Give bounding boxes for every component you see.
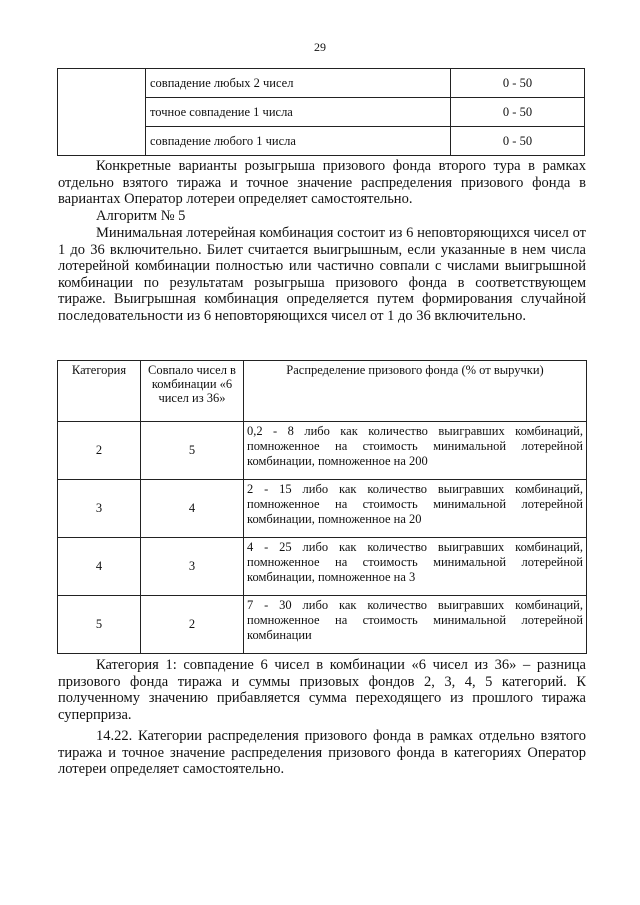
- matched-cell: 2: [141, 596, 244, 654]
- distribution-cell: 0,2 - 8 либо как количество выигравших комбинаций, помноженное на стоимость минимальной лотерейной комбинации, помноженное на 200: [244, 422, 587, 480]
- header-matched: Совпало чисел в комбинации «6 чисел из 36»: [141, 361, 244, 422]
- category-cell: 5: [58, 596, 141, 654]
- table-row: [58, 422, 587, 480]
- table-row: [58, 538, 587, 596]
- distribution-cell: 4 - 25 либо как количество выигравших комбинаций, помноженное на стоимость минимальной лотерейной комбинации, помноженное на 3: [244, 538, 587, 596]
- match-value: 0 - 50: [451, 69, 585, 98]
- empty-cell: [58, 69, 146, 156]
- match-value: 0 - 50: [451, 127, 585, 156]
- table-row: [58, 596, 587, 654]
- matched-cell: 3: [141, 538, 244, 596]
- category-distribution-table: [57, 360, 587, 654]
- table-header-row: [58, 361, 587, 422]
- section-1422-paragraph: 14.22. Категории распределения призового фонда в рамках отдельно взятого тиража и точное значение распределения призового фонда в категориях Оператор лотереи определяет самостоятельно.: [58, 728, 586, 777]
- match-value: 0 - 50: [451, 98, 585, 127]
- header-distribution: Распределение призового фонда (% от выручки): [244, 361, 587, 422]
- algorithm-heading: Алгоритм № 5: [96, 208, 186, 224]
- table-row: [58, 480, 587, 538]
- category-cell: 4: [58, 538, 141, 596]
- distribution-cell: 2 - 15 либо как количество выигравших комбинаций, помноженное на стоимость минимальной лотерейной комбинации, помноженное на 20: [244, 480, 587, 538]
- page-number: 29: [314, 40, 326, 54]
- algorithm-paragraph: Минимальная лотерейная комбинация состоит из 6 неповторяющихся чисел от 1 до 36 включительно. Билет считается выигрышным, если указанные в нем числа лотерейной комбинации полностью или частично совпали с числами выигрышной комбинации по результатам розыгрыша призового фонда в соответствующем тираже. Выигрышная комбинация определяется путем формирования случайной последовательности из 6 неповторяющихся чисел от 1 до 36 включительно.: [58, 225, 586, 324]
- distribution-cell: 7 - 30 либо как количество выигравших комбинаций, помноженное на стоимость минимальной лотерейной комбинации: [244, 596, 587, 654]
- variants-paragraph: Конкретные варианты розыгрыша призового фонда второго тура в рамках отдельно взятого тиража и точное значение распределения призового фонда в вариантах Оператор лотереи определяет самостоятельно.: [58, 158, 586, 207]
- category-cell: 2: [58, 422, 141, 480]
- category1-paragraph: Категория 1: совпадение 6 чисел в комбинации «6 чисел из 36» – разница призового фонда тиража и суммы призовых фондов 2, 3, 4, 5 категорий. К полученному значению прибавляется сумма переходящего из прошлого тиража суперприза.: [58, 657, 586, 723]
- header-category: Категория: [58, 361, 141, 422]
- category-cell: 3: [58, 480, 141, 538]
- matched-cell: 5: [141, 422, 244, 480]
- top-prize-table: [57, 68, 585, 156]
- match-description: совпадение любого 1 числа: [146, 127, 451, 156]
- matched-cell: 4: [141, 480, 244, 538]
- match-description: точное совпадение 1 числа: [146, 98, 451, 127]
- table-row: [58, 69, 585, 98]
- match-description: совпадение любых 2 чисел: [146, 69, 451, 98]
